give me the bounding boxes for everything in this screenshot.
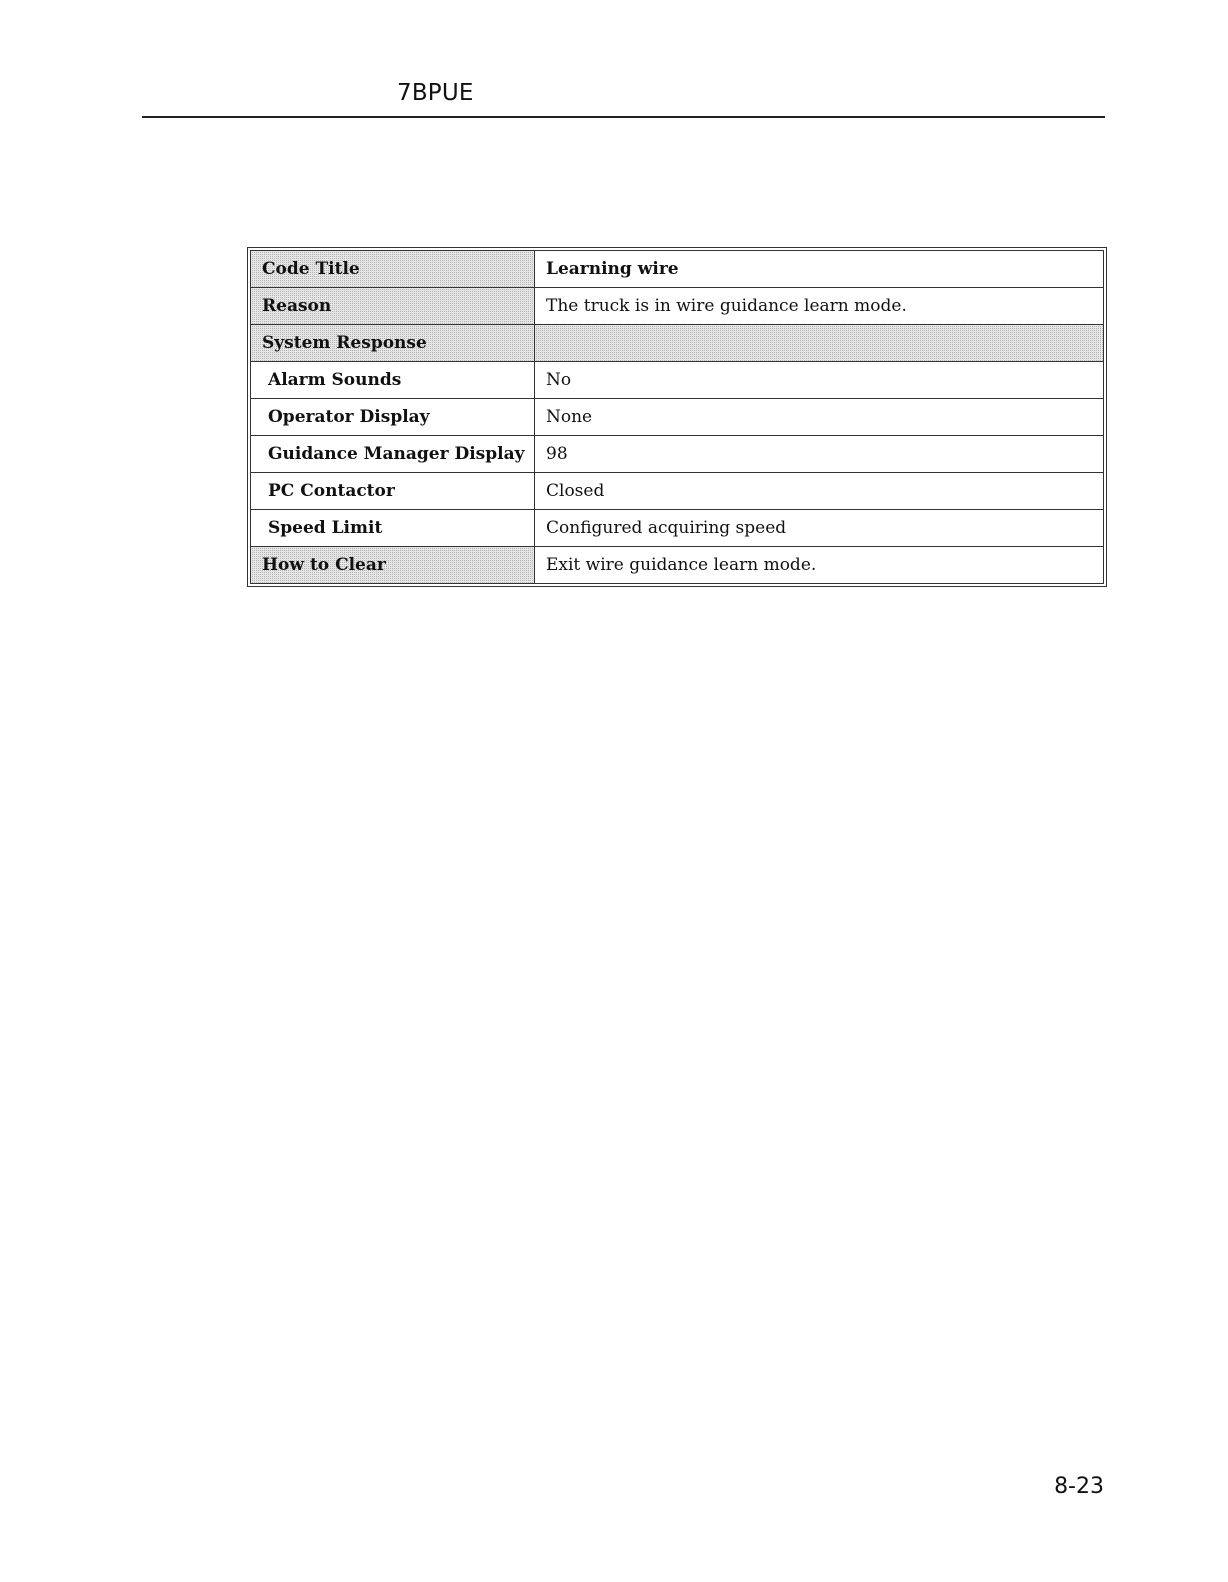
table-row <box>251 325 1104 362</box>
header-divider <box>142 116 1105 118</box>
system-response-value <box>535 325 1104 362</box>
system-response-label: System Response <box>251 325 535 362</box>
table-row <box>251 288 1104 325</box>
guidance-manager-display-label: Guidance Manager Display <box>251 436 535 473</box>
table-row <box>251 547 1104 584</box>
operator-display-value: None <box>535 399 1104 436</box>
guidance-manager-display-value: 98 <box>535 436 1104 473</box>
code-title-value: Learning wire <box>535 251 1104 288</box>
code-title-label: Code Title <box>251 251 535 288</box>
reason-value: The truck is in wire guidance learn mode. <box>535 288 1104 325</box>
reason-label: Reason <box>251 288 535 325</box>
table-row <box>251 362 1104 399</box>
table-row <box>251 436 1104 473</box>
fault-code-table <box>247 247 1107 587</box>
alarm-sounds-label: Alarm Sounds <box>251 362 535 399</box>
table-row <box>251 510 1104 547</box>
speed-limit-value: Configured acquiring speed <box>535 510 1104 547</box>
pc-contactor-value: Closed <box>535 473 1104 510</box>
table-row <box>251 473 1104 510</box>
page-number: 8-23 <box>1054 1474 1104 1499</box>
table-row <box>251 251 1104 288</box>
fault-code-table-grid <box>250 250 1104 584</box>
pc-contactor-label: PC Contactor <box>251 473 535 510</box>
alarm-sounds-value: No <box>535 362 1104 399</box>
how-to-clear-value: Exit wire guidance learn mode. <box>535 547 1104 584</box>
operator-display-label: Operator Display <box>251 399 535 436</box>
table-row <box>251 399 1104 436</box>
document-code: 7BPUE <box>397 80 474 106</box>
how-to-clear-label: How to Clear <box>251 547 535 584</box>
speed-limit-label: Speed Limit <box>251 510 535 547</box>
